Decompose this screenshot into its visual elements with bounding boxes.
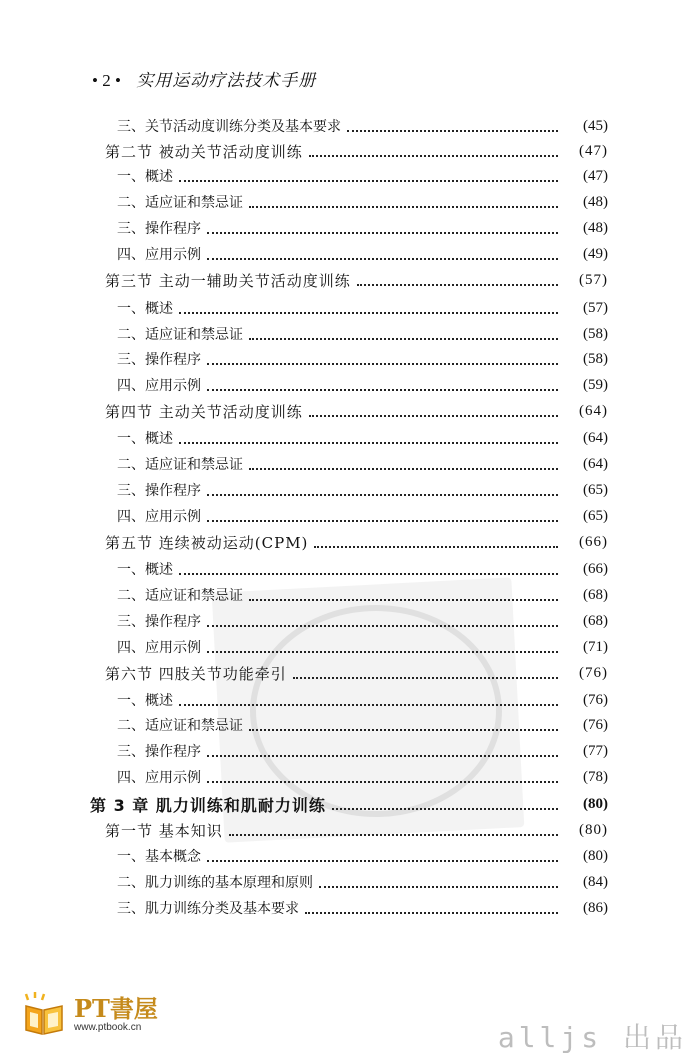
toc-entry (0, 844, 699, 868)
toc-entry (0, 530, 699, 554)
toc-entry (0, 139, 699, 163)
toc-entry-title: 一、概述 (117, 169, 173, 185)
toc-leader-dots (207, 493, 558, 496)
toc-leader-dots (179, 703, 558, 706)
toc-entry (0, 268, 699, 292)
toc-entry (0, 609, 699, 633)
publisher-logo (22, 992, 158, 1036)
toc-entry-title: 一、基本概念 (117, 849, 201, 865)
toc-entry-title: 三、肌力训练分类及基本要求 (117, 901, 299, 917)
toc-leader-dots (207, 780, 558, 783)
toc-entry-title: 二、适应证和禁忌证 (117, 457, 243, 473)
toc-entry-title: 第二节 被动关节活动度训练 (105, 142, 303, 161)
toc-entry-title: 三、操作程序 (117, 744, 201, 760)
toc-entry-title: 二、适应证和禁忌证 (117, 718, 243, 734)
credit-text: alljs 出品 (497, 1021, 687, 1054)
toc-entry (0, 190, 699, 214)
book-title: 实用运动疗法技术手册 (136, 71, 317, 91)
toc-page-number: (68) (583, 612, 608, 629)
toc-entry-title: 第六节 四肢关节功能牵引 (105, 664, 287, 683)
toc-entry (0, 504, 699, 528)
toc-page-number: (45) (583, 117, 608, 134)
toc-leader-dots (207, 859, 558, 862)
toc-page-number: (59) (583, 376, 608, 393)
toc-page-number: (76) (583, 716, 608, 733)
toc-entry (0, 765, 699, 789)
toc-leader-dots (179, 441, 558, 444)
toc-page-number: (76) (579, 664, 608, 681)
running-head (92, 66, 316, 91)
toc-entry-title: 三、操作程序 (117, 221, 201, 237)
toc-leader-dots (179, 311, 558, 314)
toc-leader-dots (249, 337, 558, 340)
toc-leader-dots (249, 467, 558, 470)
toc-leader-dots (207, 257, 558, 260)
toc-leader-dots (207, 362, 558, 365)
toc-entry-title: 四、应用示例 (117, 640, 201, 656)
toc-entry-title: 一、概述 (117, 693, 173, 709)
toc-entry (0, 452, 699, 476)
toc-entry-title: 三、操作程序 (117, 614, 201, 630)
toc-entry (0, 792, 699, 816)
toc-entry-title: 二、适应证和禁忌证 (117, 588, 243, 604)
toc-leader-dots (309, 154, 558, 157)
toc-entry-title: 一、概述 (117, 301, 173, 317)
toc-page-number: (80) (583, 847, 608, 864)
toc-leader-dots (207, 754, 558, 757)
toc-page-number: (66) (579, 533, 608, 550)
toc-leader-dots (207, 388, 558, 391)
logo-name: PT書屋 (74, 993, 158, 1023)
toc-page-number: (47) (583, 167, 608, 184)
toc-leader-dots (332, 807, 558, 810)
toc-page-number: (84) (583, 873, 608, 890)
toc-entry (0, 296, 699, 320)
toc-leader-dots (319, 885, 558, 888)
toc-page-number: (64) (583, 429, 608, 446)
toc-page-number: (78) (583, 768, 608, 785)
toc-entry-title: 第五节 连续被动运动(CPM) (105, 533, 309, 552)
toc-entry (0, 426, 699, 450)
toc-entry (0, 164, 699, 188)
page-number: • 2 • (92, 71, 121, 90)
toc-entry-title: 一、概述 (117, 431, 173, 447)
toc-entry (0, 557, 699, 581)
toc-entry-title: 二、适应证和禁忌证 (117, 327, 243, 343)
toc-leader-dots (305, 911, 558, 914)
toc-entry (0, 870, 699, 894)
toc-entry (0, 688, 699, 712)
toc-page-number: (66) (583, 560, 608, 577)
toc-page-number: (57) (579, 271, 608, 288)
toc-entry-title: 四、应用示例 (117, 247, 201, 263)
toc-leader-dots (249, 728, 558, 731)
toc-entry-title: 四、应用示例 (117, 770, 201, 786)
toc-page-number: (64) (583, 455, 608, 472)
toc-page-number: (64) (579, 402, 608, 419)
toc-page-number: (58) (583, 325, 608, 342)
toc-entry-title: 一、概述 (117, 562, 173, 578)
toc-entry (0, 818, 699, 842)
toc-entry (0, 635, 699, 659)
toc-page-number: (47) (579, 142, 608, 159)
toc-entry-title: 三、关节活动度训练分类及基本要求 (117, 119, 341, 135)
toc-entry (0, 347, 699, 371)
toc-entry-title: 三、操作程序 (117, 352, 201, 368)
toc-page-number: (71) (583, 638, 608, 655)
toc-page-number: (48) (583, 193, 608, 210)
toc-leader-dots (207, 231, 558, 234)
toc-entry (0, 114, 699, 138)
toc-entry-title: 四、应用示例 (117, 509, 201, 525)
toc-entry (0, 661, 699, 685)
toc-leader-dots (207, 519, 558, 522)
toc-leader-dots (293, 676, 558, 679)
toc-leader-dots (229, 833, 558, 836)
toc-leader-dots (347, 129, 558, 132)
toc-page-number: (57) (583, 299, 608, 316)
toc-leader-dots (249, 598, 558, 601)
toc-entry (0, 583, 699, 607)
toc-entry (0, 896, 699, 920)
toc-page-number: (65) (583, 481, 608, 498)
logo-url: www.ptbook.cn (74, 1021, 142, 1033)
toc-entry-title: 第一节 基本知识 (105, 821, 223, 840)
toc-page-number: (80) (583, 795, 608, 812)
toc-page-number: (49) (583, 245, 608, 262)
toc-entry (0, 216, 699, 240)
toc-leader-dots (309, 414, 558, 417)
toc-page-number: (86) (583, 899, 608, 916)
toc-entry-title: 二、肌力训练的基本原理和原则 (117, 875, 313, 891)
toc-entry-title: 四、应用示例 (117, 378, 201, 394)
toc-page-number: (58) (583, 350, 608, 367)
toc-entry (0, 713, 699, 737)
toc-entry-title: 第三节 主动一辅助关节活动度训练 (105, 271, 351, 290)
toc-page-number: (65) (583, 507, 608, 524)
toc-entry-title: 第四节 主动关节活动度训练 (105, 402, 303, 421)
toc-leader-dots (179, 179, 558, 182)
toc-entry-title: 二、适应证和禁忌证 (117, 195, 243, 211)
toc-entry-title: 第 3 章 肌力训练和肌耐力训练 (90, 795, 326, 815)
toc-entry (0, 399, 699, 423)
toc-leader-dots (249, 205, 558, 208)
toc-entry-title: 三、操作程序 (117, 483, 201, 499)
toc-page-number: (68) (583, 586, 608, 603)
toc-entry (0, 373, 699, 397)
book-logo-icon (22, 992, 68, 1036)
toc-page-number: (77) (583, 742, 608, 759)
toc-leader-dots (207, 624, 558, 627)
toc-page-number: (80) (579, 821, 608, 838)
toc-entry (0, 478, 699, 502)
toc-leader-dots (314, 545, 558, 548)
toc-leader-dots (207, 650, 558, 653)
toc-entry (0, 322, 699, 346)
toc-leader-dots (179, 572, 558, 575)
toc-page-number: (48) (583, 219, 608, 236)
toc-leader-dots (357, 283, 558, 286)
toc-entry (0, 242, 699, 266)
toc-page-number: (76) (583, 691, 608, 708)
toc-entry (0, 739, 699, 763)
